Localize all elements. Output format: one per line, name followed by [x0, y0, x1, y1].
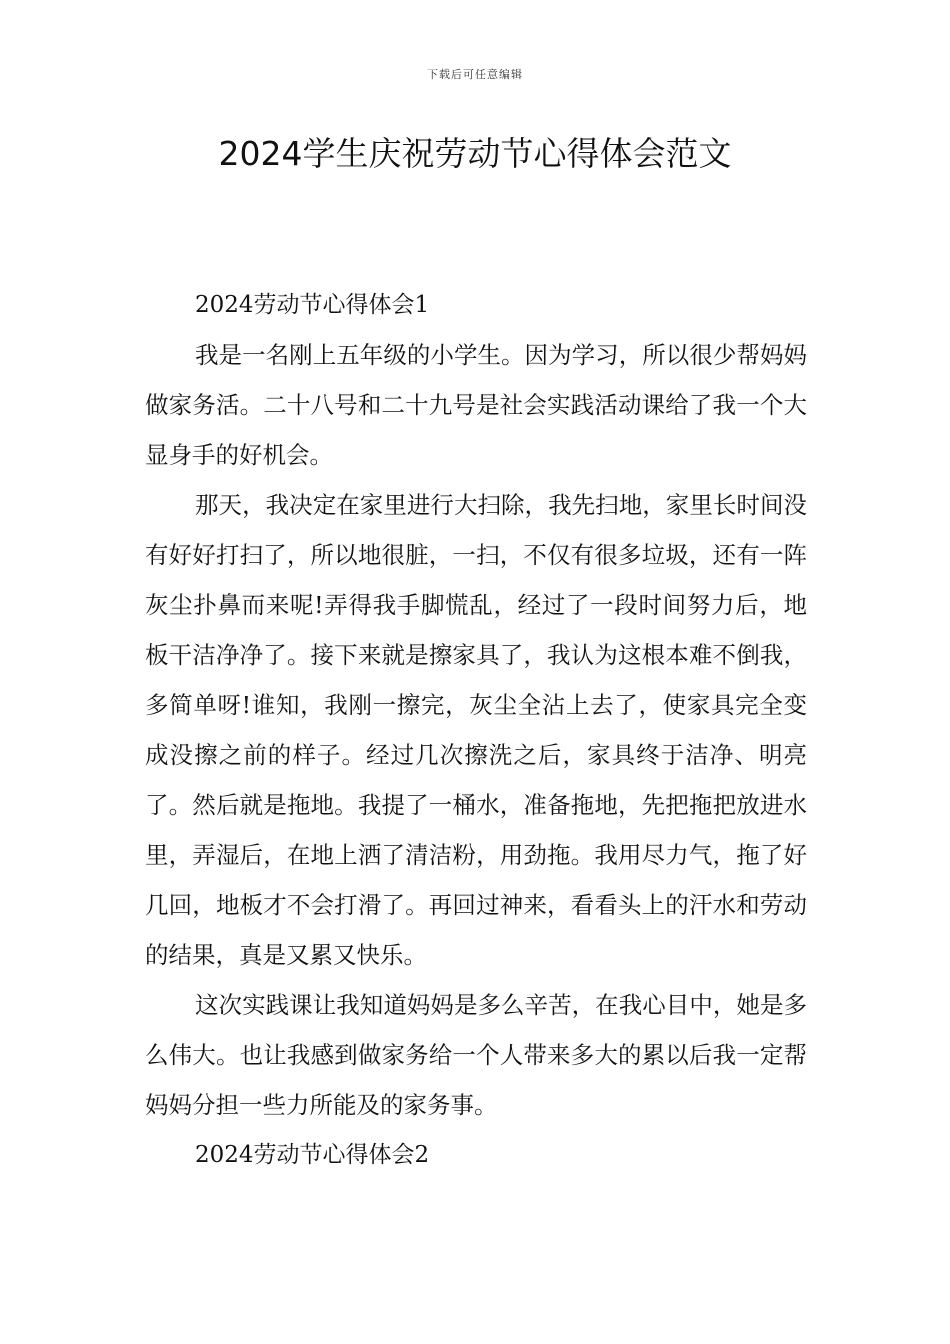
section-heading-2: 2024劳动节心得体会2 [195, 1142, 430, 1168]
paragraph-2: 那天，我决定在家里进行大扫除，我先扫地，家里长时间没有好好打扫了，所以地很脏，一扫，不仅有很多垃圾，还有一阵灰尘扑鼻而来呢!弄得我手脚慌乱，经过了一段时间努力后，地板干洁净净了。接下来就是擦家具了，我认为这根本难不倒我，多简单呀!谁知，我刚一擦完，灰尘全沾上去了，使家具完全变成没擦之前的样子。经过几次擦洗之后，家具终于洁净、明亮了。然后就是拖地。我提了一桶水，准备拖地，先把拖把放进水里，弄湿后，在地上洒了清洁粉，用劲拖。我用尽力气，拖了好几回，地板才不会打滑了。再回过神来，看看头上的汗水和劳动的结果，真是又累又快乐。 [145, 491, 807, 969]
paragraph-3: 这次实践课让我知道妈妈是多么辛苦，在我心目中，她是多么伟大。也让我感到做家务给一个人带来多大的累以后我一定帮妈妈分担一些力所能及的家务事。 [145, 991, 807, 1119]
document-title: 2024学生庆祝劳动节心得体会范文 [218, 134, 732, 173]
header-note: 下载后可任意编辑 [427, 68, 523, 81]
paragraph-1: 我是一名刚上五年级的小学生。因为学习，所以很少帮妈妈做家务活。二十八号和二十九号是社会实践活动课给了我一个大显身手的好机会。 [145, 341, 807, 469]
document-body [145, 280, 807, 1180]
section-heading-1: 2024劳动节心得体会1 [195, 292, 430, 318]
